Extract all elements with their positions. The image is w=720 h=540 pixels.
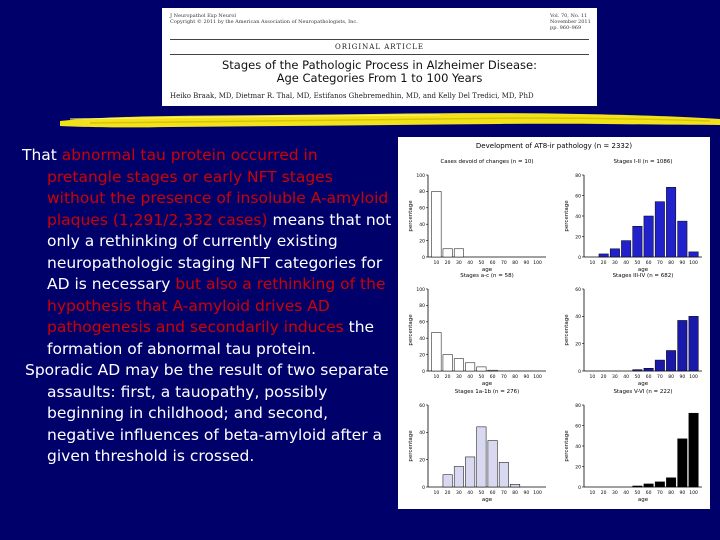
bar	[678, 221, 687, 257]
y-tick-label: 0	[422, 369, 425, 375]
x-tick-label: 90	[523, 261, 530, 266]
panel-title: Stages a-c (n = 58)	[460, 273, 514, 279]
paragraph-2: Sporadic AD may be the result of two separate assaults: first, a tauopathy, possibly beginning in childhood; and second, negative influences of beta-amyloid after a given threshold is crossed.	[25, 361, 389, 465]
highlight-2: but also a rethinking of the hypothesis that A-amyloid drives AD pathogenesis and secondarily induces	[47, 275, 386, 336]
x-tick-label: 20	[444, 261, 451, 266]
y-tick-label: 80	[575, 403, 581, 409]
x-tick-label: 50	[478, 491, 485, 496]
bar	[477, 427, 486, 487]
pathology-figure	[398, 137, 710, 509]
bar	[477, 367, 486, 371]
bar	[610, 249, 619, 257]
y-tick-label: 40	[419, 337, 425, 342]
x-tick-label: 100	[689, 375, 698, 380]
bar	[465, 457, 474, 487]
bar	[644, 368, 653, 371]
x-tick-label: 60	[489, 491, 496, 496]
bar	[678, 439, 687, 487]
y-tick-label: 0	[422, 255, 425, 261]
x-tick-label: 100	[533, 375, 542, 380]
x-tick-label: 10	[433, 261, 440, 266]
y-tick-label: 80	[419, 304, 425, 310]
bar	[432, 191, 441, 257]
highlight-1: abnormal tau protein occurred in pretangle stages or early NFT stages without the presence of insoluble A-amyloid plaques (1,291/2,332 cases)	[47, 146, 389, 229]
x-tick-label: 10	[433, 491, 440, 496]
x-tick-label: 80	[668, 491, 674, 496]
y-tick-label: 60	[575, 194, 581, 200]
x-tick-label: 50	[478, 261, 485, 266]
x-tick-label: 40	[623, 375, 630, 380]
journal-meta-right: Vol. 70, No. 11 November 2011 pp. 960–969	[550, 13, 591, 31]
x-tick-label: 80	[512, 261, 518, 266]
x-tick-label: 100	[689, 491, 698, 496]
bar	[655, 482, 664, 487]
y-tick-label: 20	[419, 353, 425, 359]
bar	[666, 187, 675, 257]
x-tick-label: 90	[523, 375, 530, 380]
body-text	[22, 145, 392, 468]
bar	[678, 320, 687, 371]
bar	[454, 467, 463, 488]
bar	[454, 249, 463, 257]
x-tick-label: 80	[668, 375, 674, 380]
x-axis-label: age	[637, 267, 649, 273]
x-tick-label: 70	[656, 261, 663, 266]
x-tick-label: 40	[467, 375, 474, 380]
bar	[454, 359, 463, 371]
x-tick-label: 80	[512, 375, 518, 380]
panel-title: Stages 1a-1b (n = 276)	[454, 389, 520, 395]
y-tick-label: 80	[575, 173, 581, 179]
x-tick-label: 70	[656, 491, 663, 496]
y-tick-label: 60	[419, 320, 425, 326]
y-tick-label: 80	[419, 190, 425, 196]
article-header-image	[162, 8, 597, 106]
y-axis-label: percentage	[408, 430, 414, 462]
panel-title: Stages V-VI (n = 222)	[613, 389, 673, 395]
bar	[443, 475, 452, 487]
y-axis-label: percentage	[408, 314, 414, 346]
x-tick-label: 70	[500, 261, 507, 266]
y-tick-label: 0	[422, 485, 425, 491]
x-tick-label: 90	[679, 261, 686, 266]
y-tick-label: 20	[575, 342, 581, 348]
x-tick-label: 30	[612, 491, 618, 496]
x-tick-label: 80	[512, 491, 518, 496]
bar	[621, 241, 630, 257]
x-tick-label: 40	[467, 491, 474, 496]
bar	[443, 355, 452, 371]
histogram-panels	[398, 137, 710, 509]
yellow-brush-stroke	[60, 107, 720, 131]
bar	[443, 249, 452, 257]
y-axis-label: percentage	[408, 200, 414, 232]
x-axis-label: age	[481, 381, 493, 387]
x-tick-label: 60	[645, 491, 652, 496]
bar	[633, 226, 642, 257]
x-tick-label: 60	[489, 261, 496, 266]
x-tick-label: 30	[456, 261, 462, 266]
x-tick-label: 40	[623, 261, 630, 266]
x-tick-label: 50	[478, 375, 485, 380]
bar	[499, 462, 508, 487]
x-tick-label: 10	[589, 491, 596, 496]
bar	[633, 486, 642, 487]
x-tick-label: 20	[600, 375, 607, 380]
y-tick-label: 20	[419, 458, 425, 464]
bar	[644, 484, 653, 487]
y-tick-label: 60	[575, 287, 581, 293]
x-tick-label: 70	[656, 375, 663, 380]
x-tick-label: 10	[589, 375, 596, 380]
x-tick-label: 10	[433, 375, 440, 380]
x-axis-label: age	[637, 497, 649, 503]
x-tick-label: 30	[456, 375, 462, 380]
x-tick-label: 100	[533, 261, 542, 266]
x-tick-label: 90	[679, 375, 686, 380]
y-tick-label: 40	[575, 444, 581, 450]
x-tick-label: 70	[500, 491, 507, 496]
x-tick-label: 20	[600, 491, 607, 496]
bar	[655, 202, 664, 257]
x-tick-label: 20	[444, 375, 451, 380]
y-tick-label: 40	[419, 223, 425, 228]
panel-title: Stages III-IV (n = 682)	[612, 273, 674, 279]
x-tick-label: 70	[500, 375, 507, 380]
y-tick-label: 0	[578, 485, 581, 491]
bar	[465, 363, 474, 371]
x-tick-label: 40	[467, 261, 474, 266]
x-tick-label: 60	[645, 261, 652, 266]
y-tick-label: 20	[419, 239, 425, 245]
x-tick-label: 100	[533, 491, 542, 496]
panel-title: Cases devoid of changes (n = 10)	[440, 159, 534, 165]
panel-title: Stages I-II (n = 1086)	[613, 159, 673, 165]
y-axis-label: percentage	[564, 314, 570, 346]
x-tick-label: 30	[612, 261, 618, 266]
journal-meta-left: J Neuropathol Exp Neurol Copyright © 2011 by the American Association of Neuropathologists, Inc.	[170, 13, 358, 25]
x-tick-label: 30	[612, 375, 618, 380]
x-tick-label: 50	[634, 491, 641, 496]
bar	[655, 360, 664, 371]
x-tick-label: 90	[523, 491, 530, 496]
y-axis-label: percentage	[564, 200, 570, 232]
x-tick-label: 30	[456, 491, 462, 496]
article-section: ORIGINAL ARTICLE	[335, 43, 424, 51]
x-tick-label: 90	[679, 491, 686, 496]
x-axis-label: age	[481, 497, 493, 503]
x-tick-label: 20	[444, 491, 451, 496]
y-tick-label: 40	[575, 214, 581, 220]
y-tick-label: 100	[416, 287, 425, 293]
y-tick-label: 60	[575, 424, 581, 430]
y-tick-label: 40	[419, 431, 425, 437]
paragraph-1: That abnormal tau protein occurred in pretangle stages or early NFT stages without the presence of insoluble A-amyloid plaques (1,291/2,332 cases) means that not only a rethinking of currently existing neuropathologic staging NFT categories for AD is necessary but also a rethinking of the hypothesis that A-amyloid drives AD pathogenesis and secondarily induces the formation of abnormal tau protein.	[22, 146, 392, 358]
bar	[432, 332, 441, 371]
y-tick-label: 40	[575, 315, 581, 321]
y-tick-label: 20	[575, 235, 581, 241]
x-tick-label: 60	[489, 375, 496, 380]
y-tick-label: 100	[416, 173, 425, 179]
x-tick-label: 40	[623, 491, 630, 496]
header-rule	[170, 39, 589, 40]
x-tick-label: 100	[689, 261, 698, 266]
bar	[666, 478, 675, 487]
bar	[510, 484, 519, 487]
header-rule-2	[170, 54, 589, 55]
bar	[689, 252, 698, 257]
bar	[488, 441, 497, 487]
bar	[488, 370, 497, 371]
y-tick-label: 60	[419, 206, 425, 212]
x-tick-label: 20	[600, 261, 607, 266]
chart-title: Development of AT8-ir pathology (n = 2332)	[475, 142, 633, 150]
article-title: Stages of the Pathologic Process in Alzheimer Disease: Age Categories From 1 to 100 Years	[222, 58, 537, 85]
x-axis-label: age	[637, 381, 649, 387]
x-tick-label: 50	[634, 375, 641, 380]
y-axis-label: percentage	[564, 430, 570, 462]
y-tick-label: 20	[575, 465, 581, 471]
bar	[689, 413, 698, 487]
bar	[599, 254, 608, 257]
y-tick-label: 60	[419, 403, 425, 409]
bar	[666, 351, 675, 372]
y-tick-label: 0	[578, 369, 581, 375]
x-tick-label: 50	[634, 261, 641, 266]
x-axis-label: age	[481, 267, 493, 273]
article-authors: Heiko Braak, MD, Dietmar R. Thal, MD, Estifanos Ghebremedhin, MD, and Kelly Del Tredici, MD, PhD	[170, 92, 534, 100]
x-tick-label: 80	[668, 261, 674, 266]
bar	[644, 216, 653, 257]
x-tick-label: 10	[589, 261, 596, 266]
bar	[689, 316, 698, 371]
y-tick-label: 0	[578, 255, 581, 261]
x-tick-label: 60	[645, 375, 652, 380]
bar	[633, 370, 642, 371]
